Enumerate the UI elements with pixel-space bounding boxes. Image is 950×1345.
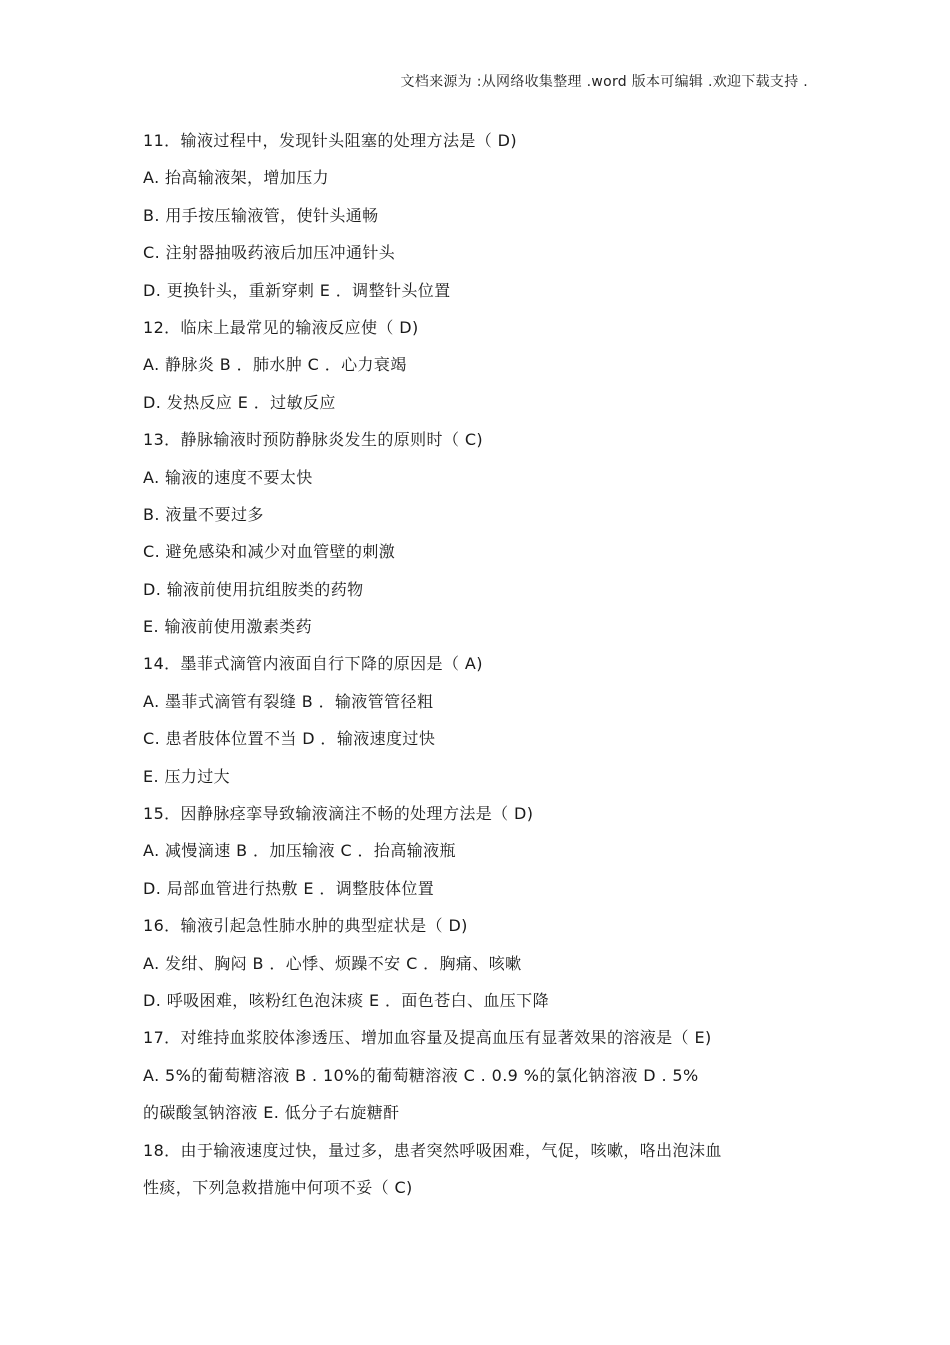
question-14-option-e: E. 压力过大 — [143, 766, 231, 786]
question-14-options-c-d: C. 患者肢体位置不当 D ．输液速度过快 — [143, 729, 436, 749]
question-18-stem-line-2: 性痰，下列急救措施中何项不妥（ C) — [143, 1177, 413, 1197]
question-18-stem-line-1: 18．由于输液速度过快，量过多，患者突然呼吸困难，气促，咳嗽，咯出泡沫血 — [143, 1140, 722, 1160]
question-13-stem: 13．静脉输液时预防静脉炎发生的原则时（ C) — [143, 430, 484, 450]
question-16-stem: 16．输液引起急性肺水肿的典型症状是（ D) — [143, 916, 468, 936]
question-12-options-d-e: D. 发热反应 E ．过敏反应 — [143, 392, 336, 412]
question-17-options-line-1: A. 5%的葡萄糖溶液 B . 10%的葡萄糖溶液 C . 0.9 %的氯化钠溶液 D . 5% — [143, 1065, 699, 1085]
question-16-options-a-c: A. 发绀、胸闷 B ．心悸、烦躁不安 C ．胸痛、咳嗽 — [143, 953, 522, 973]
question-13-option-a: A. 输液的速度不要太快 — [143, 467, 313, 487]
question-11-option-d-e: D. 更换针头，重新穿刺 E ．调整针头位置 — [143, 280, 451, 300]
question-14-stem: 14．墨菲式滴管内液面自行下降的原因是（ A) — [143, 654, 483, 674]
question-14-options-a-b: A. 墨菲式滴管有裂缝 B ．输液管管径粗 — [143, 691, 434, 711]
question-13-option-e: E. 输液前使用激素类药 — [143, 617, 313, 637]
question-17-options-line-2: 的碳酸氢钠溶液 E. 低分子右旋糖酐 — [143, 1103, 400, 1123]
question-13-option-c: C. 避免感染和减少对血管壁的刺激 — [143, 542, 396, 562]
question-13-option-b: B. 液量不要过多 — [143, 504, 264, 524]
question-11-option-c: C. 注射器抽吸药液后加压冲通针头 — [143, 243, 396, 263]
question-11-stem: 11．输液过程中，发现针头阻塞的处理方法是（ D) — [143, 131, 518, 150]
question-11-option-b: B. 用手按压输液管，使针头通畅 — [143, 205, 379, 225]
question-17-stem: 17．对维持血浆胶体渗透压、增加血容量及提高血压有显著效果的溶液是（ E) — [143, 1028, 712, 1048]
source-note: 文档来源为 :从网络收集整理 .word 版本可编辑 .欢迎下载支持 . — [400, 74, 808, 90]
question-16-options-d-e: D. 呼吸困难，咳粉红色泡沫痰 E ．面色苍白、血压下降 — [143, 990, 549, 1010]
question-11-option-a: A. 抬高输液架，增加压力 — [143, 168, 330, 188]
question-15-options-a-c: A. 减慢滴速 B ．加压输液 C ．抬高输液瓶 — [143, 841, 456, 861]
question-13-option-d: D. 输液前使用抗组胺类的药物 — [143, 579, 364, 599]
question-12-options-a-c: A. 静脉炎 B ．肺水肿 C ．心力衰竭 — [143, 355, 407, 375]
question-15-options-d-e: D. 局部血管进行热敷 E ．调整肢体位置 — [143, 878, 435, 898]
question-15-stem: 15．因静脉痉挛导致输液滴注不畅的处理方法是（ D) — [143, 804, 534, 824]
question-list — [143, 122, 843, 1206]
question-12-stem: 12．临床上最常见的输液反应使（ D) — [143, 317, 419, 337]
